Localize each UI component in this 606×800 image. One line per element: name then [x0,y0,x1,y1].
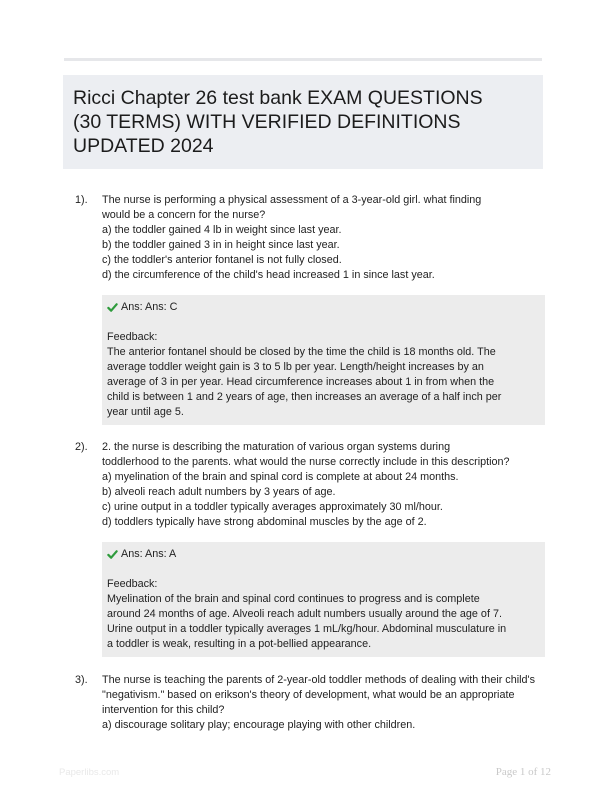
watermark: Paperlibs.com [59,767,120,778]
question-line: toddlerhood to the parents. what would the nurse correctly include in this description? [102,456,510,468]
answer-box [102,295,545,425]
option-b: b) alveoli reach adult numbers by 3 years of age. [102,486,336,498]
feedback-text [107,592,540,652]
title-line: (30 TERMS) WITH VERIFIED DEFINITIONS [73,111,461,133]
option-a: a) discourage solitary play; encourage playing with other children. [102,719,416,731]
question-line: 2. the nurse is describing the maturation of various organ systems during [102,441,451,453]
option-b: b) the toddler gained 3 in in height since last year. [102,239,340,251]
feedback-text [107,345,540,420]
answer-line [107,547,540,562]
feedback-line: Myelination of the brain and spinal cord continues to progress and is complete [107,593,480,605]
option-a: a) myelination of the brain and spinal cord is complete at about 24 months. [102,471,459,483]
document-title [73,86,533,158]
option-d: d) toddlers typically have strong abdominal muscles by the age of 2. [102,516,427,528]
feedback-line: a toddler is weak, resulting in a pot-bellied appearance. [107,638,372,650]
feedback-label: Feedback: [107,331,158,343]
answer-box [102,542,545,657]
feedback-line: Urine output in a toddler typically averages 1 mL/kg/hour. Abdominal musculature in [107,623,507,635]
question-text [102,193,545,283]
option-d: d) the circumference of the child's head increased 1 in since last year. [102,269,435,281]
question-number: 2). [75,441,88,453]
feedback-line: The anterior fontanel should be closed by the time the child is 18 months old. The [107,346,496,358]
question-line: The nurse is performing a physical assessment of a 3-year-old girl. what finding [102,194,482,206]
option-c: c) urine output in a toddler typically averages approximately 30 ml/hour. [102,501,443,513]
question-text [102,673,545,733]
question-line: would be a concern for the nurse? [102,209,266,221]
title-line: Ricci Chapter 26 test bank EXAM QUESTIONS [73,87,483,109]
feedback-line: child is between 1 and 2 years of age, then increases an average of a half inch per [107,391,502,403]
feedback-line: average of 3 in per year. Head circumference increases about 1 in from when the [107,376,495,388]
checkmark-icon [107,549,118,560]
feedback-line: around 24 months of age. Alveoli reach adult numbers usually around the age of 7. [107,608,502,620]
option-a: a) the toddler gained 4 lb in weight since last year. [102,224,342,236]
answer-text: Ans: Ans: A [121,548,177,560]
question-text [102,440,545,530]
checkmark-icon [107,302,118,313]
answer-text: Ans: Ans: C [121,301,178,313]
question-number: 3). [75,674,88,686]
question-line: intervention for this child? [102,704,225,716]
feedback-line: year until age 5. [107,406,184,418]
title-banner [63,75,543,169]
question-number: 1). [75,194,88,206]
feedback-label: Feedback: [107,578,158,590]
answer-line [107,300,540,315]
page-indicator: Page 1 of 12 [495,766,551,778]
question-line: "negativism." based on erikson's theory of development, what would be an appropriate [102,689,515,701]
question-line: The nurse is teaching the parents of 2-year-old toddler methods of dealing with their child's [102,674,535,686]
question-2 [75,440,545,657]
option-c: c) the toddler's anterior fontanel is not fully closed. [102,254,342,266]
title-line: UPDATED 2024 [73,135,214,157]
top-divider [64,58,542,61]
feedback-line: average toddler weight gain is 3 to 5 lb per year. Length/height increases by an [107,361,484,373]
question-1 [75,193,545,425]
question-3 [75,673,545,733]
